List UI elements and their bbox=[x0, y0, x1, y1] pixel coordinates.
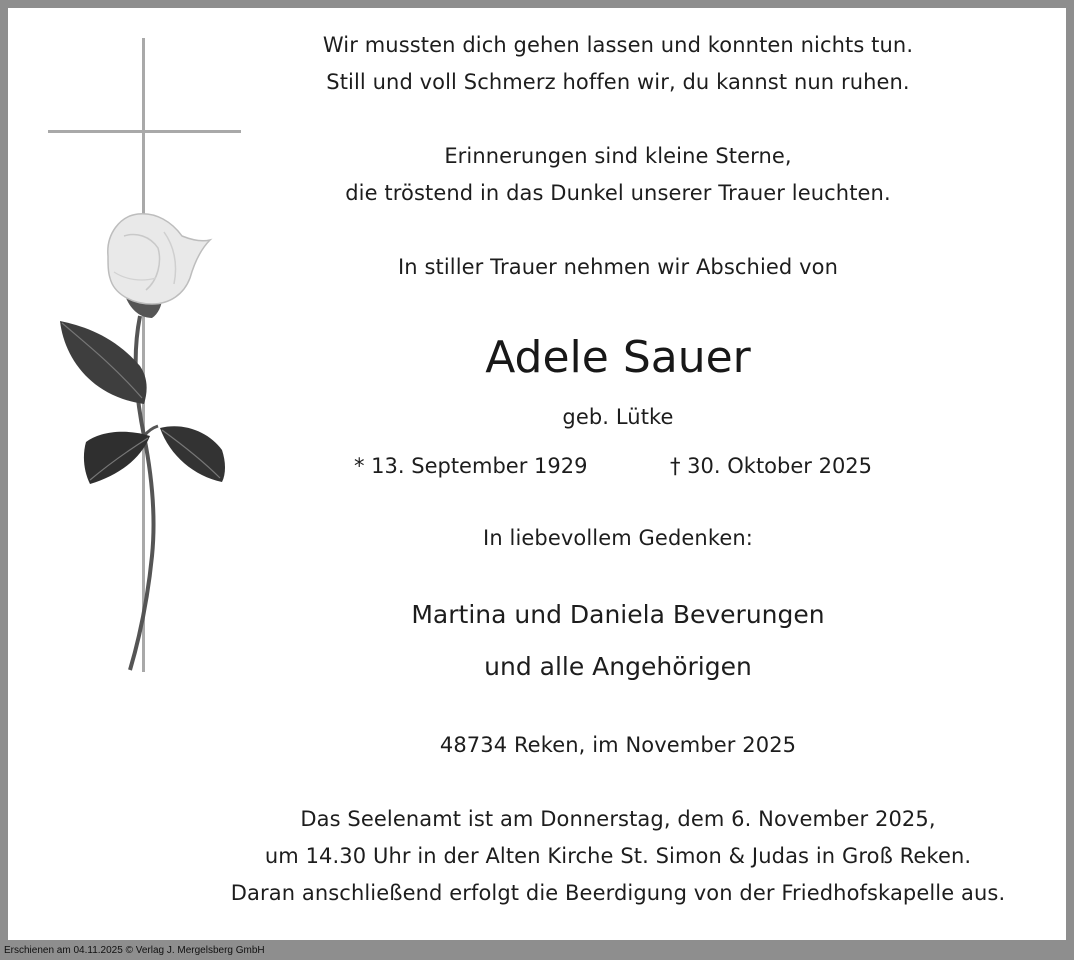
mourners-line-2: und alle Angehörigen bbox=[484, 652, 752, 681]
publication-footer: Erschienen am 04.11.2025 © Verlag J. Mergelsberg GmbH bbox=[4, 945, 265, 956]
life-dates bbox=[208, 454, 1028, 484]
mourners-line-1: Martina und Daniela Beverungen bbox=[411, 600, 825, 629]
service-line-1: Das Seelenamt ist am Donnerstag, dem 6. November 2025, bbox=[300, 807, 936, 831]
poem-line-2: Still und voll Schmerz hoffen wir, du kannst nun ruhen. bbox=[326, 70, 910, 94]
poem-line-1: Wir mussten dich gehen lassen und konnten nichts tun. bbox=[322, 33, 914, 57]
poem-line-4: die tröstend in das Dunkel unserer Trauer leuchten. bbox=[345, 181, 891, 205]
birth-name: geb. Lütke bbox=[562, 405, 674, 429]
place-date: 48734 Reken, im November 2025 bbox=[439, 733, 797, 757]
obituary-notice bbox=[8, 8, 1066, 940]
service-line-3: Daran anschließend erfolgt die Beerdigung von der Friedhofskapelle aus. bbox=[230, 881, 1006, 905]
poem-line-3: Erinnerungen sind kleine Sterne, bbox=[444, 144, 792, 168]
deceased-name: Adele Sauer bbox=[485, 332, 751, 383]
intro-text: In stiller Trauer nehmen wir Abschied von bbox=[397, 255, 839, 279]
death-date: † 30. Oktober 2025 bbox=[670, 454, 873, 478]
remembrance-text: In liebevollem Gedenken: bbox=[483, 526, 753, 550]
birth-date: * 13. September 1929 bbox=[354, 454, 588, 478]
service-line-2: um 14.30 Uhr in der Alten Kirche St. Simon & Judas in Groß Reken. bbox=[264, 844, 972, 868]
